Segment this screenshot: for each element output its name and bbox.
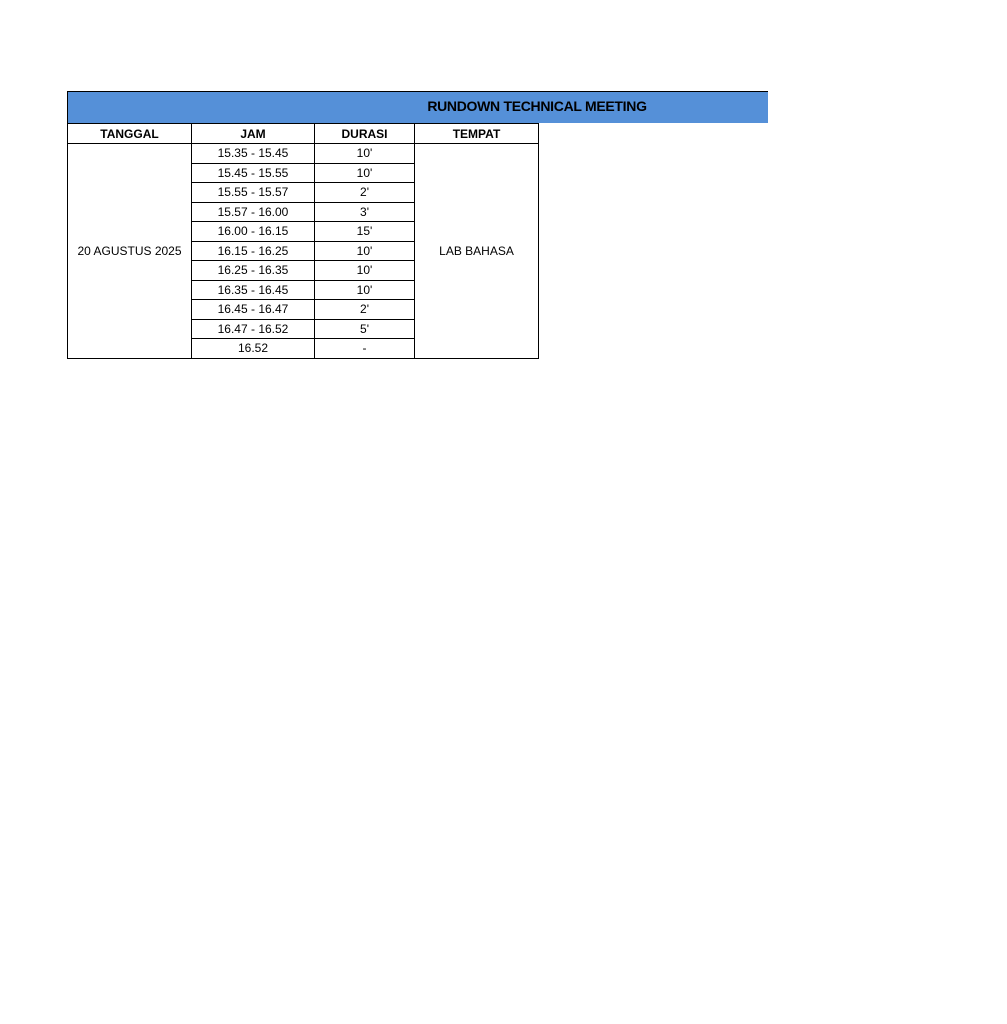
header-jam: JAM [192, 124, 315, 144]
rundown-table [67, 123, 539, 359]
jam-cell: 16.47 - 16.52 [192, 319, 315, 339]
durasi-cell: 2' [315, 300, 415, 320]
durasi-cell: 5' [315, 319, 415, 339]
jam-cell: 15.57 - 16.00 [192, 202, 315, 222]
jam-cell: 16.00 - 16.15 [192, 222, 315, 242]
title-clip [67, 92, 647, 123]
durasi-cell: 10' [315, 163, 415, 183]
header-tanggal: TANGGAL [68, 124, 192, 144]
jam-cell: 16.45 - 16.47 [192, 300, 315, 320]
header-tempat: TEMPAT [415, 124, 539, 144]
header-row [68, 124, 539, 144]
jam-cell: 16.52 [192, 339, 315, 359]
durasi-cell: 2' [315, 183, 415, 203]
durasi-cell: 10' [315, 280, 415, 300]
durasi-cell: 15' [315, 222, 415, 242]
page-title: RUNDOWN TECHNICAL MEETING [427, 98, 647, 114]
table-row [68, 144, 539, 164]
title-bar [67, 91, 768, 123]
durasi-cell: - [315, 339, 415, 359]
header-durasi: DURASI [315, 124, 415, 144]
jam-cell: 15.55 - 15.57 [192, 183, 315, 203]
durasi-cell: 3' [315, 202, 415, 222]
jam-cell: 16.25 - 16.35 [192, 261, 315, 281]
jam-cell: 15.35 - 15.45 [192, 144, 315, 164]
tanggal-cell: 20 AGUSTUS 2025 [68, 144, 192, 359]
jam-cell: 15.45 - 15.55 [192, 163, 315, 183]
tempat-cell: LAB BAHASA [415, 144, 539, 359]
durasi-cell: 10' [315, 241, 415, 261]
durasi-cell: 10' [315, 261, 415, 281]
durasi-cell: 10' [315, 144, 415, 164]
jam-cell: 16.35 - 16.45 [192, 280, 315, 300]
jam-cell: 16.15 - 16.25 [192, 241, 315, 261]
